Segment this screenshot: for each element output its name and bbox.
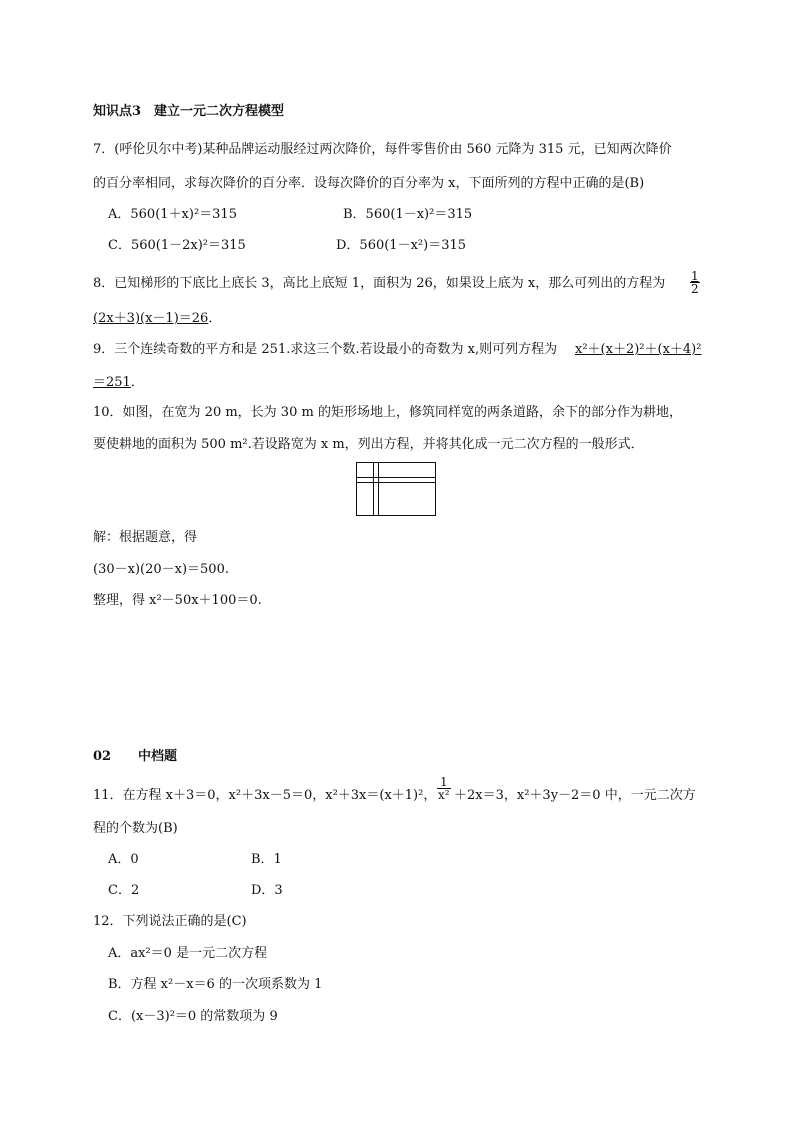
q8-fraction-denominator: 2: [691, 282, 699, 296]
q7-option-b: B．560(1－x)²＝315: [343, 207, 473, 222]
q11-fraction: [437, 776, 451, 801]
q11-part1: 11．在方程 x＋3＝0，x²＋3x－5＝0，x²＋3x＝(x＋1)²，: [93, 788, 437, 803]
horizontal-road: [357, 477, 435, 483]
q9-line1: 9．三个连续奇数的平方和是 251.求这三个数.若设最小的奇数为 x,则可列方程为: [93, 342, 558, 357]
q11-fraction-denominator: x²: [438, 788, 450, 802]
q7-line1: 7．(呼伦贝尔中考)某种品牌运动服经过两次降价，每件零售价由 560 元降为 315 元，已知两次降价: [93, 142, 672, 157]
q8-end: ．: [208, 311, 222, 326]
q10-line2: 要使耕地的面积为 500 m².若设路宽为 x m，列出方程，并将其化成一元二次方程的一般形式．: [93, 437, 644, 452]
q8-answer: (2x＋3)(x－1)＝26: [93, 311, 209, 326]
section-title: 知识点3 建立一元二次方程模型: [93, 104, 285, 119]
q11-part2: ＋2x＝3，x²＋3y－2＝0 中，一元二次方: [454, 788, 696, 803]
rectangular-field-figure: [356, 462, 436, 516]
q7-line2: 的百分率相同，求每次降价的百分率．设每次降价的百分率为 x，下面所列的方程中正确的是(B): [93, 176, 645, 191]
q11-option-d: D．3: [251, 883, 283, 898]
section-2-title: 中档题: [138, 749, 178, 764]
q9-answer-part2: ＝251: [93, 375, 131, 390]
q10-solution-line2: (30－x)(20－x)＝500.: [93, 562, 229, 577]
q11-line2: 程的个数为(B): [93, 821, 178, 836]
q12-option-c: C．(x－3)²＝0 的常数项为 9: [108, 1009, 278, 1024]
q11-option-b: B．1: [251, 852, 282, 867]
q7-option-a: A．560(1＋x)²＝315: [108, 207, 237, 222]
vertical-road: [373, 463, 379, 515]
q9-end: ．: [130, 375, 144, 390]
q12-option-a: A．ax²＝0 是一元二次方程: [108, 946, 268, 961]
section-2-number: 02: [93, 749, 112, 764]
q11-fraction-numerator: 1: [437, 776, 451, 789]
q12-option-b: B．方程 x²－x＝6 的一次项系数为 1: [108, 977, 323, 992]
q11-option-a: A．0: [108, 852, 139, 867]
q12-line1: 12．下列说法正确的是(C): [93, 914, 247, 929]
q8-fraction-numerator: 1: [691, 269, 699, 283]
q10-solution-line3: 整理，得 x²－50x＋100＝0.: [93, 593, 262, 608]
q8-line1: 8．已知梯形的下底比上底长 3，高比上底短 1，面积为 26，如果设上底为 x，那么可列出的方程为: [93, 276, 666, 291]
q7-option-c: C．560(1－2x)²＝315: [108, 238, 246, 253]
q10-solution-line1: 解：根据题意，得: [93, 530, 198, 545]
q10-line1: 10．如图，在宽为 20 m，长为 30 m 的矩形场地上，修筑同样宽的两条道路，余下的部分作为耕地，: [93, 405, 682, 420]
q9-answer-part1: x²＋(x＋2)²＋(x＋4)²: [575, 342, 702, 357]
q11-option-c: C．2: [108, 883, 140, 898]
q8-fraction: [690, 270, 700, 295]
q7-option-d: D．560(1－x²)＝315: [336, 238, 467, 253]
